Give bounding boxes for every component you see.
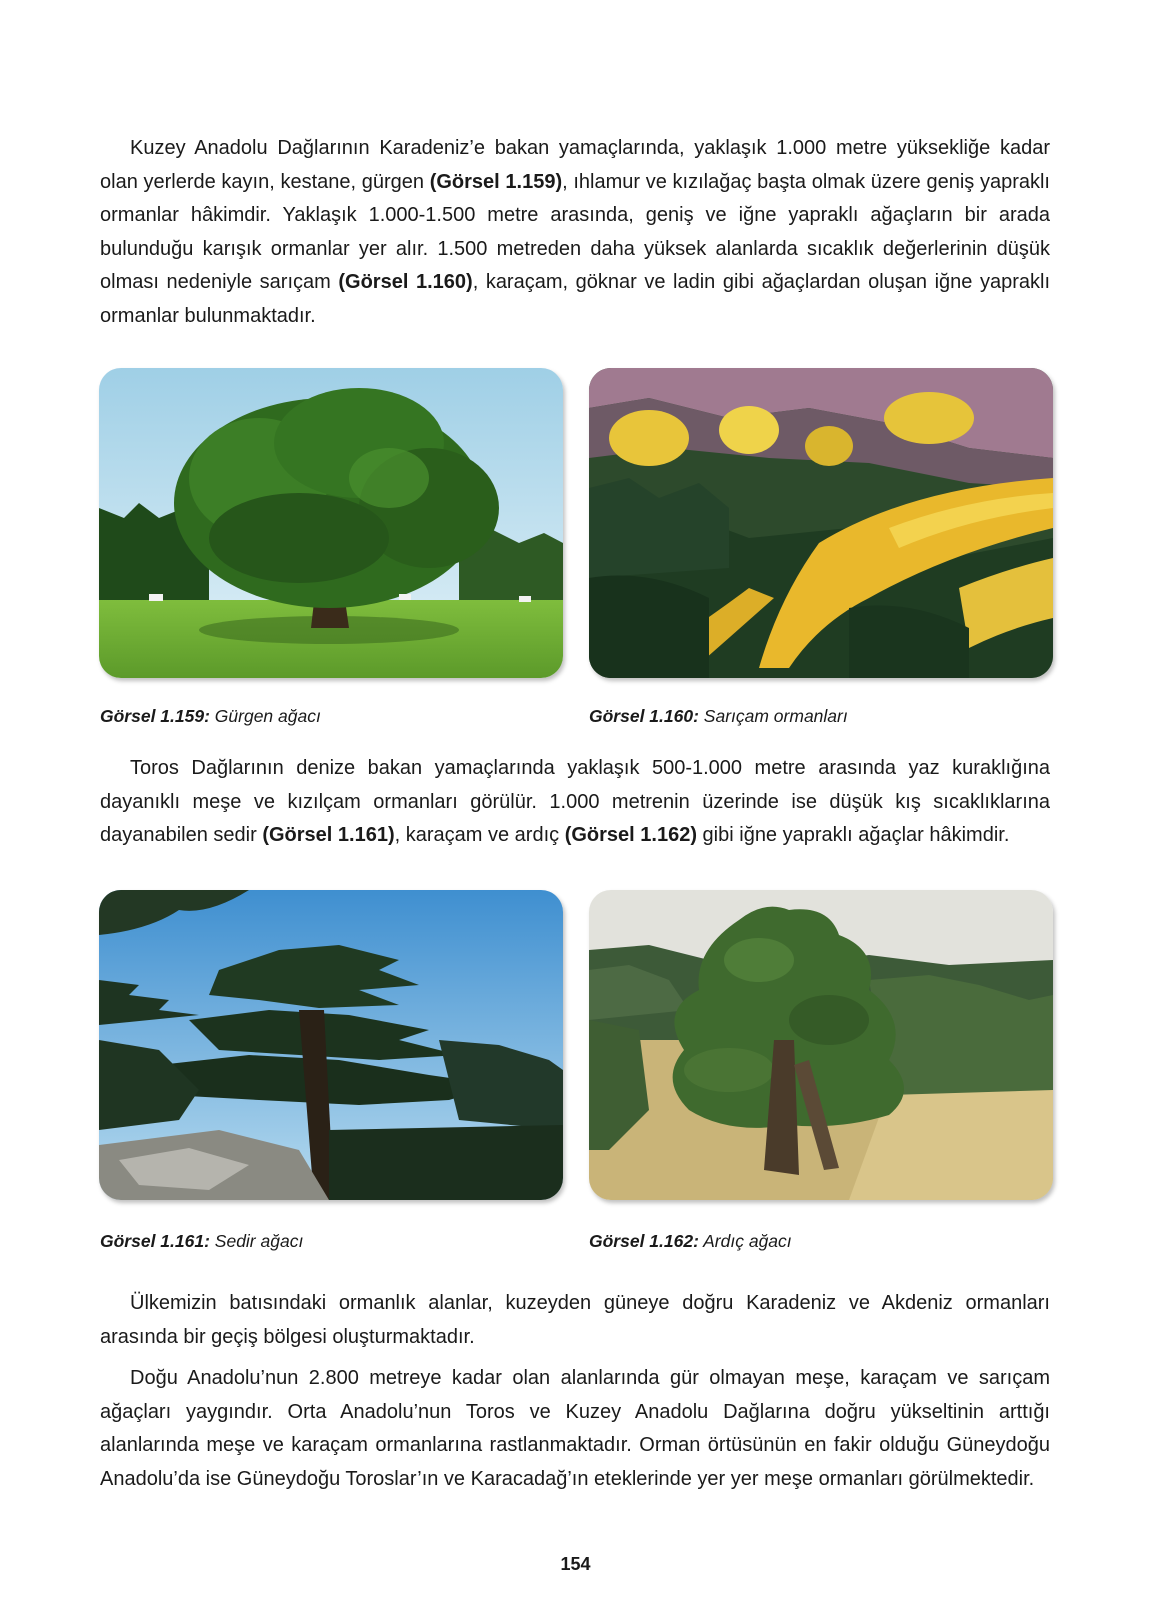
caption-figure-1160 [589,705,848,727]
caption-figure-1159 [100,705,321,727]
paragraph-2-ref-1161: (Görsel 1.161) [262,824,395,846]
photo-ardic-tree [589,890,1053,1200]
caption-text: Sedir ağacı [209,1231,304,1251]
photo-gurgen-tree [99,368,563,678]
photo-saricam-forest [589,368,1053,678]
photo-sedir-tree [99,890,563,1200]
caption-text: Ardıç ağacı [698,1231,792,1251]
paragraph-2-part-5: gibi iğne yapraklı ağaçlar hâkimdir. [697,824,1010,846]
paragraph-4-text: Doğu Anadolu’nun 2.800 metreye kadar olan alanlarında gür olmayan meşe, karaçam ve sarıçam ağaçları yaygındır. Orta Anadolu’nun Toros ve Kuzey Anadolu Dağlarına doğru yükseltinin arttığı alanlarında meşe ve karaçam ormanlarına rastlanmaktadır. Orman örtüsünün en fakir olduğu Güneydoğu Anadolu’da ise Güneydoğu Toroslar’ın ve Karacadağ’ın eteklerinde yer yer meşe ormanları görülmektedir. [100,1367,1050,1490]
paragraph-1 [100,132,1050,333]
caption-label: Görsel 1.159: [100,706,210,726]
paragraph-3 [100,1287,1050,1354]
paragraph-1-part-3: , ıhlamur ve kızılağaç başta olmak üzere geniş yapraklı ormanlar hâkimdir. Yaklaşık 1.000-1.500 metre arasında, geniş ve iğne yapraklı ağaçların bir arada bulunduğu karışık ormanlar yer alır. 1.500 metreden daha yüksek alanlarda sıcaklık değerlerinin düşük olması nedeniyle sarıçam [100,170,1050,293]
caption-text: Sarıçam ormanları [698,706,848,726]
paragraph-3-text: Ülkemizin batısındaki ormanlık alanlar, kuzeyden güneye doğru Karadeniz ve Akdeniz ormanları arasında bir geçiş bölgesi oluşturmaktadır. [100,1292,1050,1348]
paragraph-4 [100,1362,1050,1496]
paragraph-1-ref-1160: (Görsel 1.160) [338,271,473,293]
caption-label: Görsel 1.160: [589,706,699,726]
caption-label: Görsel 1.162: [589,1231,699,1251]
paragraph-2-ref-1162: (Görsel 1.162) [564,824,697,846]
paragraph-2-part-1: Toros Dağlarının denize bakan yamaçlarında yaklaşık 500-1.000 metre arasında yaz kuraklığına dayanıklı meşe ve kızılçam ormanları görülür. 1.000 metrenin üzerinde ise düşük kış sıcaklıklarına dayanabilen sedir [100,757,1050,846]
caption-figure-1162 [589,1230,792,1252]
paragraph-1-ref-1159: (Görsel 1.159) [429,170,563,193]
paragraph-1-part-5: , karaçam, göknar ve ladin gibi ağaçlardan oluşan iğne yapraklı ormanlar bulunmaktadır. [100,271,1051,327]
caption-label: Görsel 1.161: [100,1231,210,1251]
caption-text: Gürgen ağacı [209,706,321,726]
page-number: 154 [560,1554,591,1574]
paragraph-2 [100,752,1050,853]
paragraph-2-part-3: , karaçam ve ardıç [394,824,565,846]
caption-figure-1161 [100,1230,303,1252]
paragraph-1-part-1: Kuzey Anadolu Dağlarının Karadeniz’e bakan yamaçlarında, yaklaşık 1.000 metre yüksekliğe kadar olan yerlerde kayın, kestane, gürgen [100,137,1050,193]
